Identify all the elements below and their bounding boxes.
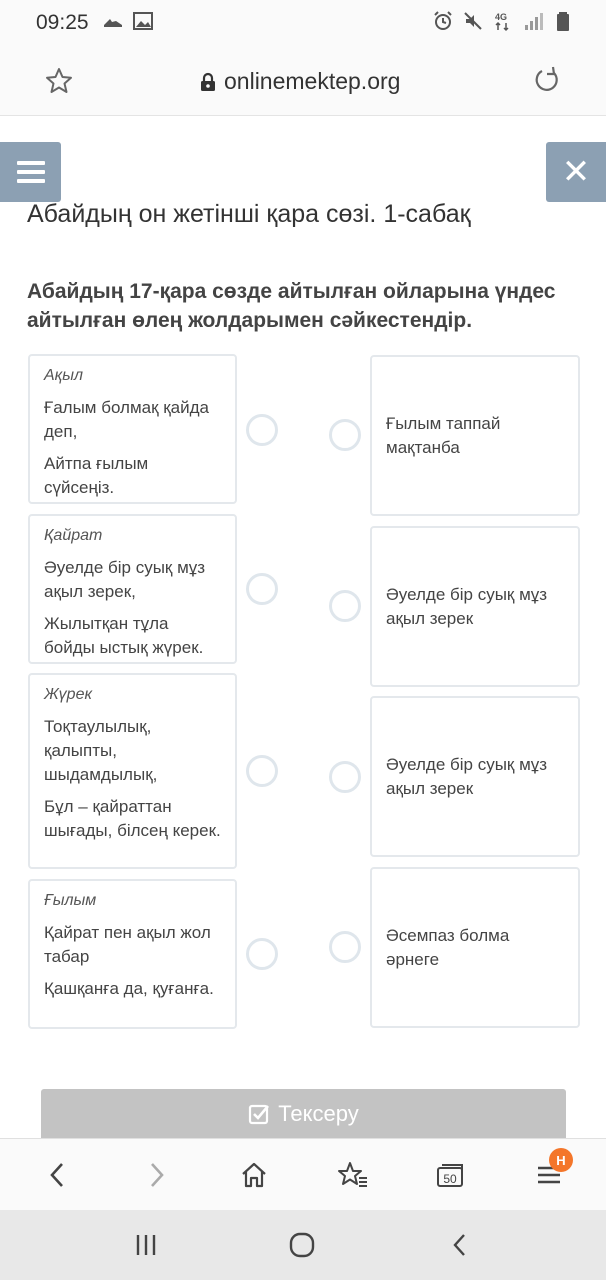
- tabs-icon[interactable]: [432, 1157, 468, 1193]
- close-icon[interactable]: ✕: [546, 142, 606, 202]
- left-card-title: Ғылым: [44, 892, 97, 909]
- right-connector-dot[interactable]: [329, 931, 361, 963]
- network-4g-icon: [492, 10, 514, 32]
- notification-badge: H: [549, 1148, 573, 1172]
- left-card-4[interactable]: [28, 879, 237, 1029]
- left-card-line: Айтпа ғылым сүйсеңіз.: [44, 454, 149, 497]
- left-card-title: Ақыл: [44, 367, 84, 384]
- system-navigation-bar: [0, 1210, 606, 1280]
- right-connector-dot[interactable]: [329, 590, 361, 622]
- home-icon[interactable]: [236, 1157, 272, 1193]
- left-card-line: Әуелде бір суық мұз ақыл зерек,: [44, 558, 206, 601]
- question-text: Абайдың 17-қара сөзде айтылған ойларына үндес айтылған өлең жолдарымен сәйкестендір.: [27, 280, 556, 332]
- check-button[interactable]: [41, 1089, 566, 1139]
- status-right-icons: [432, 10, 574, 32]
- left-card-title: Жүрек: [44, 686, 93, 703]
- right-card-text: Әсемпаз болма әрнеге: [386, 925, 510, 969]
- reload-icon[interactable]: [532, 65, 562, 95]
- right-connector-dot[interactable]: [329, 761, 361, 793]
- home-circle-icon[interactable]: [284, 1228, 320, 1262]
- star-icon[interactable]: [44, 66, 74, 96]
- left-card-2[interactable]: [28, 514, 237, 664]
- bookmarks-icon[interactable]: [335, 1157, 371, 1193]
- status-bar: [0, 0, 606, 46]
- left-card-line: Ғалым болмақ қайда деп,: [44, 398, 210, 441]
- page-title: Абайдың он жетінші қара сөзі. 1-сабақ: [27, 200, 471, 228]
- signal-icon: [522, 10, 544, 32]
- right-card-4[interactable]: [370, 867, 580, 1028]
- right-card-3[interactable]: [370, 696, 580, 857]
- forward-arrow-icon[interactable]: [138, 1157, 174, 1193]
- left-connector-dot[interactable]: [246, 755, 278, 787]
- left-card-line: Бұл – қайраттан шығады, білсең керек.: [44, 797, 221, 840]
- address-field[interactable]: [200, 68, 400, 95]
- status-time: 09:25: [36, 11, 89, 34]
- right-connector-dot[interactable]: [329, 419, 361, 451]
- mute-icon: [462, 10, 484, 32]
- battery-icon: [552, 10, 574, 32]
- left-card-title: Қайрат: [44, 527, 103, 544]
- browser-bottom-toolbar: [0, 1138, 606, 1210]
- browser-url-bar: [0, 46, 606, 116]
- left-card-line: Қашқанға да, қуғанға.: [44, 979, 214, 998]
- left-card-line: Тоқтаулылық, қалыпты, шыдамдылық,: [44, 717, 158, 784]
- right-card-1[interactable]: [370, 355, 580, 516]
- network-label: 4G: [495, 12, 508, 22]
- back-icon[interactable]: [442, 1228, 478, 1262]
- left-connector-dot[interactable]: [246, 938, 278, 970]
- left-connector-dot[interactable]: [246, 414, 278, 446]
- alarm-icon: [432, 10, 454, 32]
- right-card-text: Әуелде бір суық мұз ақыл зерек: [386, 584, 548, 628]
- left-card-3[interactable]: [28, 673, 237, 869]
- tabs-count: 50: [443, 1172, 457, 1186]
- right-card-2[interactable]: [370, 526, 580, 687]
- left-connector-dot[interactable]: [246, 573, 278, 605]
- lock-icon: [200, 72, 216, 92]
- right-card-text: Әуелде бір суық мұз ақыл зерек: [386, 754, 548, 798]
- recents-icon[interactable]: [128, 1228, 164, 1262]
- check-button-label: Тексеру: [278, 1101, 359, 1126]
- shoe-icon: [102, 10, 124, 32]
- menu-icon[interactable]: [0, 142, 61, 202]
- left-card-line: Жылытқан тұла бойды ыстық жүрек.: [44, 614, 204, 657]
- left-card-line: Қайрат пен ақыл жол табар: [44, 923, 211, 966]
- status-left-icons: [102, 10, 154, 32]
- image-icon: [132, 10, 154, 32]
- checkbox-icon: [248, 1103, 270, 1125]
- back-arrow-icon[interactable]: [40, 1157, 76, 1193]
- right-card-text: Ғылым таппай мақтанба: [386, 413, 501, 457]
- left-card-1[interactable]: [28, 354, 237, 504]
- url-text: onlinemektep.org: [224, 68, 401, 94]
